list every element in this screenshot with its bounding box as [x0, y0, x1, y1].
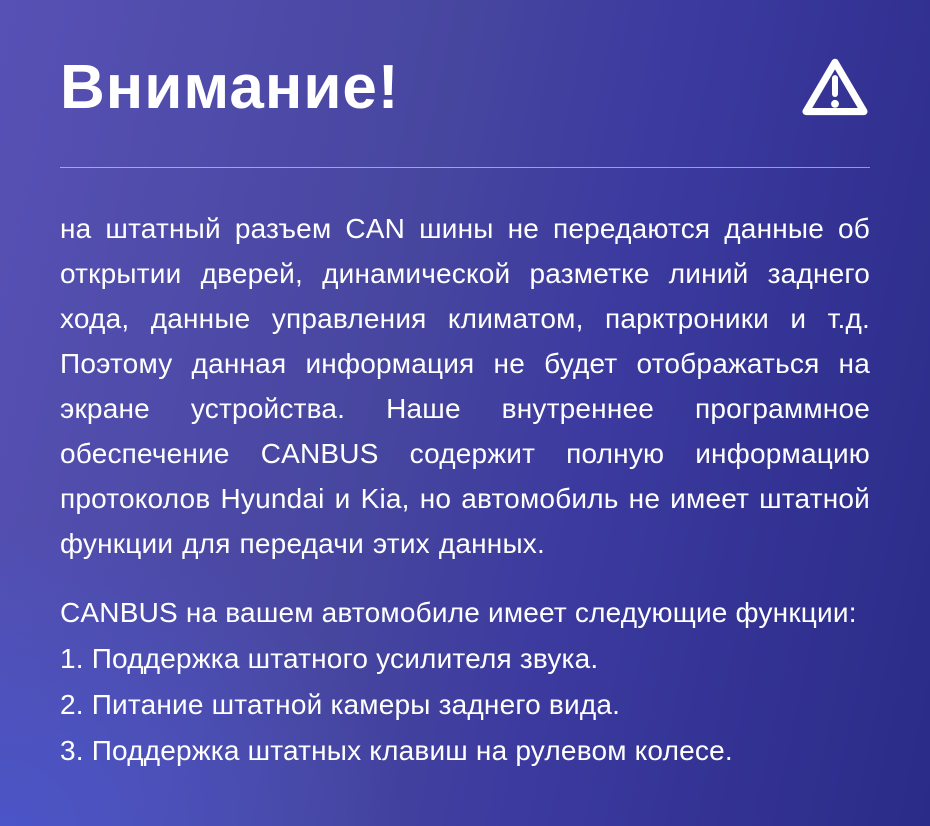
- functions-block: [60, 590, 870, 774]
- body-paragraph: на штатный разъем CAN шины не передаются данные об открытии дверей, динамической разметке линий заднего хода, данные управления климатом, парктроники и т.д. Поэтому данная информация не будет отображаться на экране устройства. Наше внутреннее программное обеспечение CANBUS содержит полную информацию протоколов Hyundai и Kia, но автомобиль не имеет штатной функции для передачи этих данных.: [60, 213, 870, 560]
- header: [60, 54, 870, 122]
- function-item-1: 1. Поддержка штатного усилителя звука.: [60, 643, 599, 675]
- function-item-3: 3. Поддержка штатных клавиш на рулевом колесе.: [60, 735, 733, 767]
- function-item-2: 2. Питание штатной камеры заднего вида.: [60, 689, 621, 721]
- divider: [60, 167, 870, 168]
- warning-triangle-icon: [800, 56, 870, 120]
- page-title: Внимание!: [60, 53, 400, 122]
- content: [60, 206, 870, 774]
- functions-intro: CANBUS на вашем автомобиле имеет следующие функции:: [60, 597, 857, 629]
